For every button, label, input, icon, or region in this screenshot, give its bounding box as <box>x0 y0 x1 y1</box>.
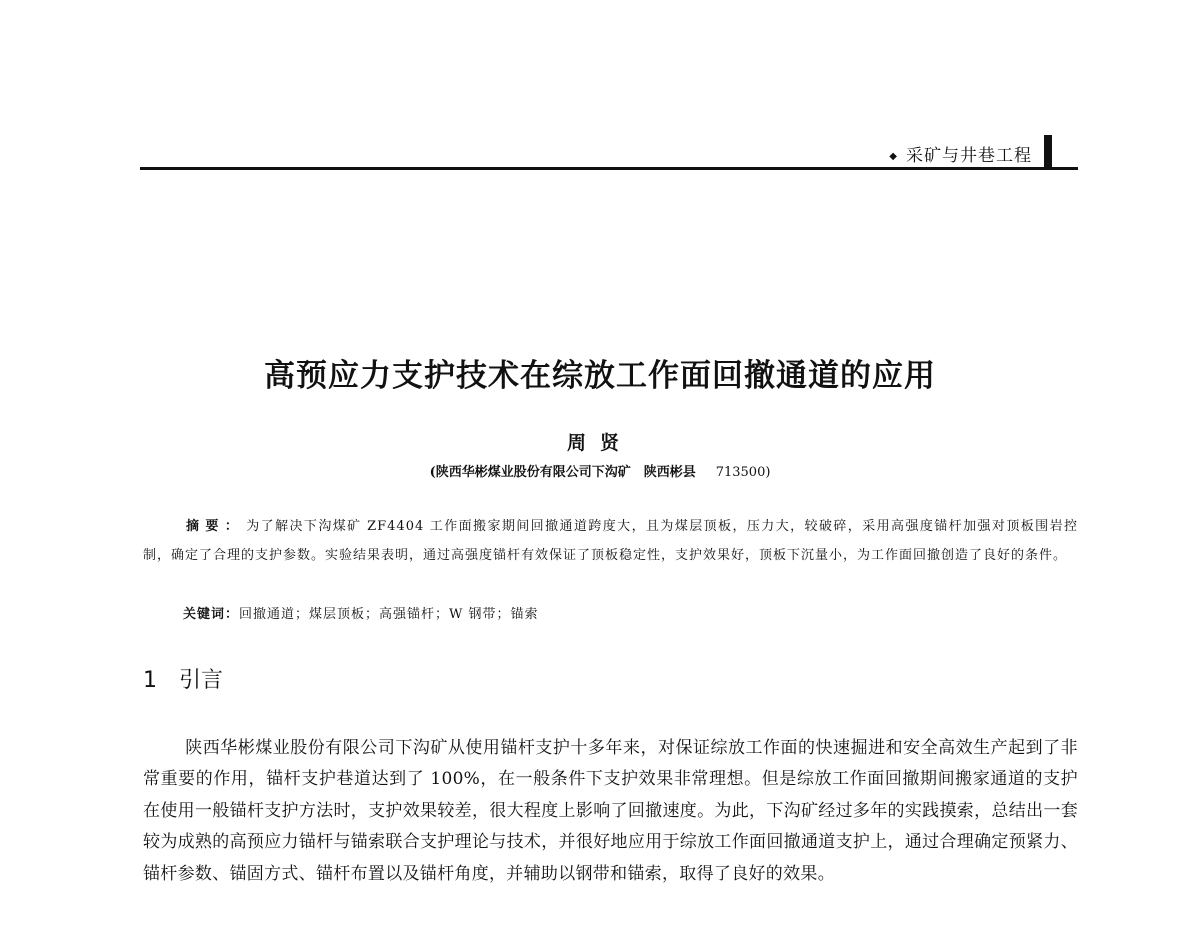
bullet-icon: ◆ <box>889 151 898 162</box>
keywords <box>183 603 539 622</box>
section-number: 1 <box>143 668 157 693</box>
section-title: 引言 <box>179 668 224 693</box>
running-header-section <box>889 141 1032 166</box>
running-header-label: 采矿与井巷工程 <box>906 146 1032 166</box>
body-paragraph <box>143 733 1078 890</box>
keywords-label: 关键词： <box>183 607 240 622</box>
header-bar-mark <box>1044 135 1052 167</box>
article-author: 周贤 <box>566 432 633 454</box>
abstract <box>143 512 1078 570</box>
affiliation-text: (陕西华彬煤业股份有限公司下沟矿 陕西彬县 <box>429 465 696 480</box>
article-affiliation <box>0 461 1200 480</box>
body-paragraph-text: 陕西华彬煤业股份有限公司下沟矿从使用锚杆支护十多年来，对保证综放工作面的快速掘进和安全高效生产起到了非常重要的作用，锚杆支护巷道达到了 100%，在一般条件下支护效果非常理想。但是综放工作面回撤期间搬家通道的支护在使用一般锚杆支护方法时，支护效果较差，很大程度上影响了回撤速度。为此，下沟矿经过多年的实践摸索，总结出一套较为成熟的高预应力锚杆与锚索联合支护理论与技术，并很好地应用于综放工作面回撤通道支护上，通过合理确定预紧力、锚杆参数、锚固方式、锚杆布置以及锚杆角度，并辅助以钢带和锚索，取得了良好的效果。 <box>143 738 1078 884</box>
keywords-text: 回撤通道；煤层顶板；高强锚杆；W 钢带；锚索 <box>239 607 539 622</box>
postal-code: 713500) <box>715 465 771 480</box>
running-header <box>140 135 1078 170</box>
abstract-text: 为了解决下沟煤矿 ZF4404 工作面搬家期间回撤通道跨度大，且为煤层顶板，压力大，较破碎，采用高强度锚杆加强对顶板围岩控制，确定了合理的支护参数。实验结果表明，通过高强度锚杆有效保证了顶板稳定性，支护效果好，顶板下沉量小，为工作面回撤创造了良好的条件。 <box>143 519 1078 563</box>
abstract-label: 摘要： <box>186 519 245 534</box>
section-heading <box>143 663 223 694</box>
article-title: 高预应力支护技术在综放工作面回撤通道的应用 <box>264 358 936 394</box>
